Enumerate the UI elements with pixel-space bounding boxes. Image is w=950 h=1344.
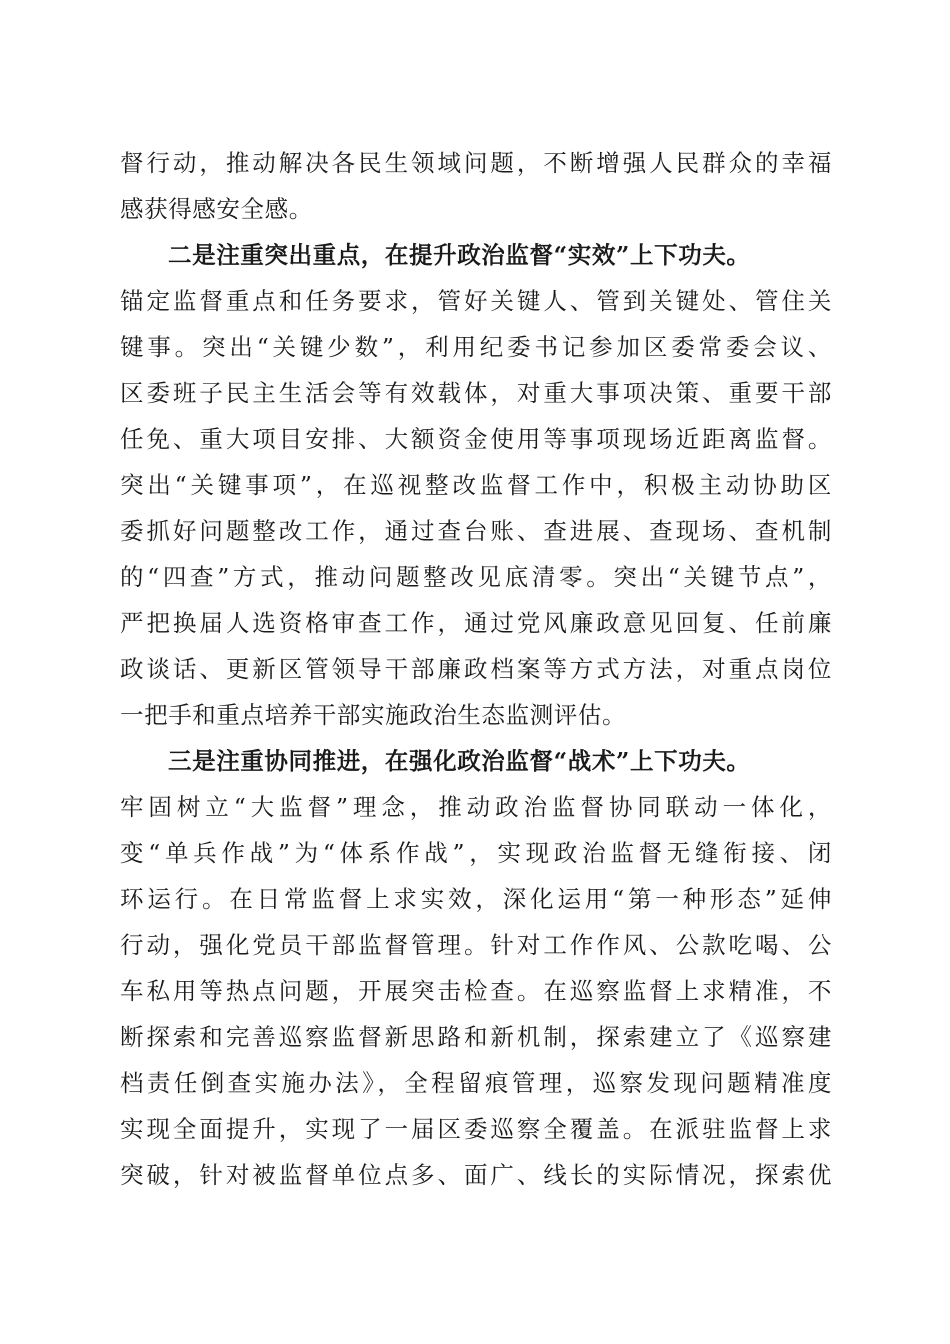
text-line: 感获得感安全感。: [120, 195, 313, 223]
text-line: 政谈话、更新区管领导干部廉政档案等方式方法，对重点岗位: [120, 655, 832, 683]
text-line: 区委班子民主生活会等有效载体，对重大事项决策、重要干部: [120, 379, 832, 407]
paragraph-heading: 三是注重协同推进，在强化政治监督“战术”上下功夫。: [168, 747, 751, 775]
text-line: 行动，强化党员干部监督管理。针对工作作风、公款吃喝、公: [120, 931, 832, 959]
text-line: 严把换届人选资格审查工作，通过党风廉政意见回复、任前廉: [120, 609, 832, 637]
text-line: 督行动，推动解决各民生领域问题，不断增强人民群众的幸福: [120, 149, 832, 177]
text-line: 突破，针对被监督单位点多、面广、线长的实际情况，探索优: [120, 1161, 832, 1189]
text-line: 档责任倒查实施办法》，全程留痕管理，巡察发现问题精准度: [120, 1069, 832, 1097]
paragraph-3: [120, 738, 832, 1198]
text-line: 委抓好问题整改工作，通过查台账、查进展、查现场、查机制: [120, 517, 832, 545]
paragraph-heading: 二是注重突出重点，在提升政治监督“实效”上下功夫。: [168, 241, 751, 269]
text-line: 一把手和重点培养干部实施政治生态监测评估。: [120, 701, 627, 729]
text-line: 牢固树立“大监督”理念，推动政治监督协同联动一体化，: [120, 793, 832, 821]
paragraph-2: [120, 232, 832, 738]
text-line: 变“单兵作战”为“体系作战”，实现政治监督无缝衔接、闭: [120, 839, 832, 867]
text-line: 环运行。在日常监督上求实效，深化运用“第一种形态”延伸: [120, 885, 832, 913]
text-line: 断探索和完善巡察监督新思路和新机制，探索建立了《巡察建: [120, 1023, 832, 1051]
paragraph-1: [120, 140, 832, 232]
text-line: 突出“关键事项”，在巡视整改监督工作中，积极主动协助区: [120, 471, 832, 499]
text-line: 锚定监督重点和任务要求，管好关键人、管到关键处、管住关: [120, 287, 832, 315]
text-line: 的“四查”方式，推动问题整改见底清零。突出“关键节点”，: [120, 563, 832, 591]
text-line: 实现全面提升，实现了一届区委巡察全覆盖。在派驻监督上求: [120, 1115, 832, 1143]
text-line: 键事。突出“关键少数”，利用纪委书记参加区委常委会议、: [120, 333, 832, 361]
document-body: [120, 140, 832, 1198]
text-line: 任免、重大项目安排、大额资金使用等事项现场近距离监督。: [120, 425, 832, 453]
text-line: 车私用等热点问题，开展突击检查。在巡察监督上求精准，不: [120, 977, 832, 1005]
